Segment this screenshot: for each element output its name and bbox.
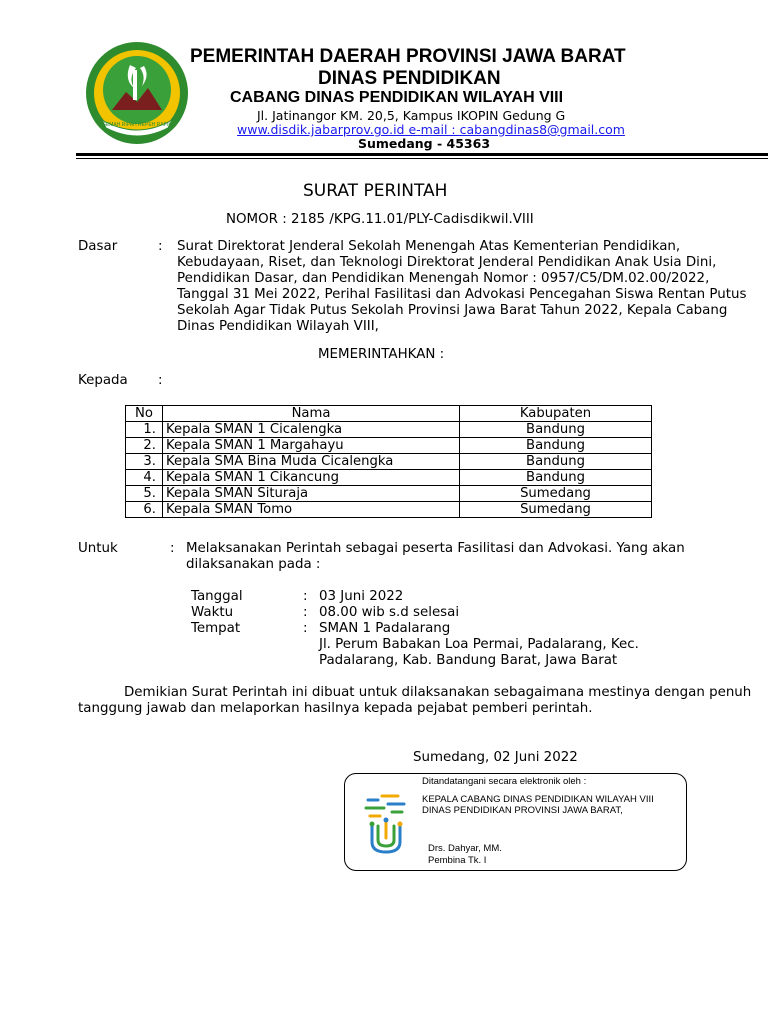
table-header-nama: Nama [163, 406, 460, 422]
untuk-line: dilaksanakan pada : [186, 557, 321, 572]
tempat-value: SMAN 1 Padalarang [319, 621, 451, 636]
row-nama: Kepala SMA Bina Muda Cicalengka [163, 454, 460, 470]
waktu-label: Waktu [191, 605, 234, 620]
tanggal-label: Tanggal [191, 589, 243, 604]
row-no: 6. [126, 502, 163, 518]
header-address: Jl. Jatinangor KM. 20,5, Kampus IKOPIN Gedung G [257, 108, 566, 123]
tempat-address-line: Jl. Perum Babakan Loa Permai, Padalarang, Kec. [319, 637, 639, 652]
dasar-line: Pendidikan Dasar, dan Pendidikan Menengah Nomor : 0957/C5/DM.02.00/2022, [177, 271, 710, 286]
dasar-line: Tanggal 31 Mei 2022, Perihal Fasilitasi dan Advokasi Pencegahan Siswa Rentan Putus [177, 287, 747, 302]
document-title: SURAT PERINTAH [303, 181, 448, 201]
row-kabupaten: Bandung [460, 454, 652, 470]
tempat-label: Tempat [191, 621, 241, 636]
kepada-label: Kepada [78, 373, 128, 388]
waktu-value: 08.00 wib s.d selesai [319, 605, 460, 620]
signer-rank: Pembina Tk. I [428, 855, 487, 866]
closing-line: tanggung jawab dan melaporkan hasilnya kepada pejabat pemberi perintah. [78, 701, 593, 716]
header-divider [76, 153, 768, 156]
row-nama: Kepala SMAN 1 Cikancung [163, 470, 460, 486]
table-header-no: No [126, 406, 163, 422]
logo-motto: GEMAH RIPAH REPEH RAPIH [102, 122, 172, 128]
header-city-zip: Sumedang - 45363 [358, 136, 491, 151]
table-row [126, 454, 652, 470]
row-nama: Kepala SMAN Tomo [163, 502, 460, 518]
memerintahkan-heading: MEMERINTAHKAN : [318, 347, 445, 362]
untuk-colon: : [170, 541, 175, 556]
row-no: 3. [126, 454, 163, 470]
untuk-line: Melaksanakan Perintah sebagai peserta Fasilitasi dan Advokasi. Yang akan [186, 541, 685, 556]
table-row [126, 486, 652, 502]
header-government: PEMERINTAH DAERAH PROVINSI JAWA BARAT [190, 46, 626, 67]
bsre-logo-icon [358, 790, 414, 862]
header-website-email-link[interactable]: www.disdik.jabarprov.go.id e-mail : cabangdinas8@gmail.com [237, 122, 625, 137]
dasar-colon: : [158, 239, 163, 254]
tanggal-colon: : [303, 589, 308, 604]
waktu-colon: : [303, 605, 308, 620]
dasar-line: Sekolah Agar Tidak Putus Sekolah Provinsi Jawa Barat Tahun 2022, Kepala Cabang [177, 303, 728, 318]
place-date: Sumedang, 02 Juni 2022 [413, 750, 578, 765]
row-no: 1. [126, 422, 163, 438]
row-no: 2. [126, 438, 163, 454]
header-divider-thin [76, 158, 768, 159]
dasar-line: Dinas Pendidikan Wilayah VIII, [177, 319, 379, 334]
table-header-kabupaten: Kabupaten [460, 406, 652, 422]
row-kabupaten: Sumedang [460, 502, 652, 518]
signed-by-label: Ditandatangani secara elektronik oleh : [422, 776, 587, 787]
dasar-label: Dasar [78, 239, 118, 254]
tanggal-value: 03 Juni 2022 [319, 589, 404, 604]
dasar-line: Surat Direktorat Jenderal Sekolah Menengah Atas Kementerian Pendidikan, [177, 239, 681, 254]
province-logo-icon [84, 40, 190, 146]
row-nama: Kepala SMAN 1 Cicalengka [163, 422, 460, 438]
row-kabupaten: Sumedang [460, 486, 652, 502]
tempat-colon: : [303, 621, 308, 636]
closing-line: Demikian Surat Perintah ini dibuat untuk dilaksanakan sebagaimana mestinya dengan penuh [124, 685, 752, 700]
signer-position: DINAS PENDIDIKAN PROVINSI JAWA BARAT, [422, 805, 623, 816]
recipients-table [125, 405, 652, 518]
table-row [126, 470, 652, 486]
kepada-colon: : [158, 373, 163, 388]
header-branch: CABANG DINAS PENDIDIKAN WILAYAH VIII [230, 89, 564, 106]
row-no: 5. [126, 486, 163, 502]
document-number: NOMOR : 2185 /KPG.11.01/PLY-Cadisdikwil.VIII [226, 212, 534, 227]
row-kabupaten: Bandung [460, 470, 652, 486]
dasar-line: Kebudayaan, Riset, dan Teknologi Direktorat Jenderal Pendidikan Anak Usia Dini, [177, 255, 717, 270]
untuk-label: Untuk [78, 541, 118, 556]
table-row [126, 438, 652, 454]
signer-position: KEPALA CABANG DINAS PENDIDIKAN WILAYAH VIII [422, 794, 654, 805]
table-header-row [126, 406, 652, 422]
row-no: 4. [126, 470, 163, 486]
table-row [126, 502, 652, 518]
row-kabupaten: Bandung [460, 438, 652, 454]
header-department: DINAS PENDIDIKAN [318, 68, 501, 89]
table-row [126, 422, 652, 438]
row-kabupaten: Bandung [460, 422, 652, 438]
signer-name: Drs. Dahyar, MM. [428, 843, 502, 854]
row-nama: Kepala SMAN 1 Margahayu [163, 438, 460, 454]
tempat-address-line: Padalarang, Kab. Bandung Barat, Jawa Barat [319, 653, 618, 668]
row-nama: Kepala SMAN Situraja [163, 486, 460, 502]
